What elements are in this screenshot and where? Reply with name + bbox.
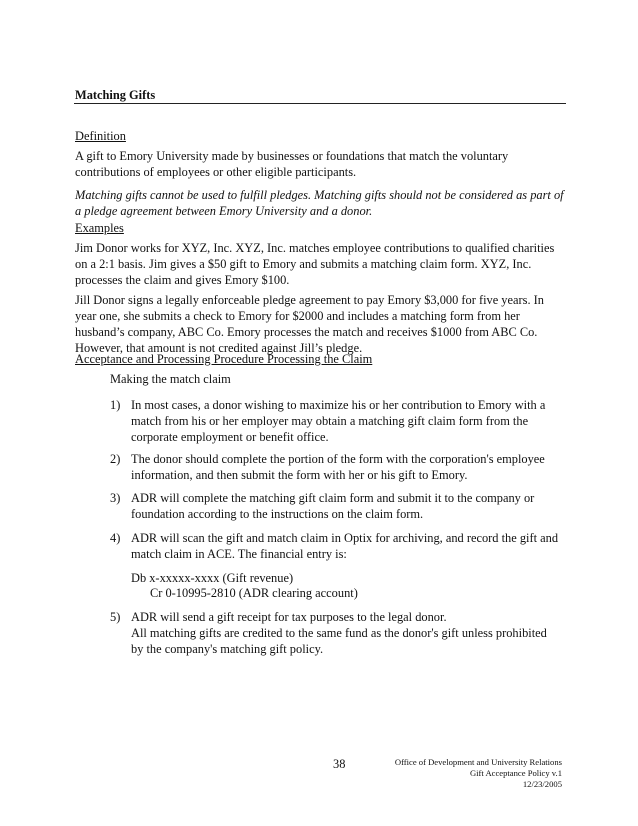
list-item-text: In most cases, a donor wishing to maximize his or her contribution to Emory with a match from his or her employer may obtain a matching gift claim form from the corporate employment or benefit office. xyxy=(131,398,546,444)
title-rule xyxy=(74,103,566,104)
list-item-text: The donor should complete the portion of the form with the corporation's employee information, and then submit the form with her or his gift to Emory. xyxy=(131,452,545,482)
example-jill: Jill Donor signs a legally enforceable pledge agreement to pay Emory $3,000 for five years. In year one, she submits a check to Emory for $2000 and includes a matching form from her husband’s company, ABC Co. Emory processes the match and receives $1000 from ABC Co. However, that amount is not credited against Jill’s pledge. xyxy=(75,293,544,355)
footer-office: Office of Development and University Relations xyxy=(394,757,562,767)
procedure-subheading: Making the match claim xyxy=(110,372,231,386)
list-item-number: 4) xyxy=(110,531,121,545)
example-jim: Jim Donor works for XYZ, Inc. XYZ, Inc. matches employee contributions to qualified charities on a 2:1 basis. Jim gives a $50 gift to Emory and submits a matching claim form. XYZ, Inc. processes the claim and gives Emory $100. xyxy=(75,241,555,287)
list-item-number: 3) xyxy=(110,491,121,505)
footer-policy: Gift Acceptance Policy v.1 xyxy=(469,768,562,778)
examples-heading: Examples xyxy=(75,221,124,235)
financial-entry-credit: Cr 0-10995-2810 (ADR clearing account) xyxy=(150,586,358,600)
list-item-number: 2) xyxy=(110,452,121,466)
definition-heading: Definition xyxy=(75,129,126,143)
list-item-text: ADR will send a gift receipt for tax purposes to the legal donor. xyxy=(131,610,447,624)
list-item-text: ADR will scan the gift and match claim in Optix for archiving, and record the gift and match claim in ACE. The financial entry is: xyxy=(131,531,559,561)
financial-entry-debit: Db x-xxxxx-xxxx (Gift revenue) xyxy=(131,571,294,585)
footer-date: 12/23/2005 xyxy=(522,779,562,789)
list-item-text-continued: All matching gifts are credited to the same fund as the donor's gift unless prohibited by the company's matching gift policy. xyxy=(131,626,547,656)
list-item-number: 5) xyxy=(110,610,121,624)
list-item-text: ADR will complete the matching gift claim form and submit it to the company or foundation according to the instructions on the claim form. xyxy=(131,491,535,521)
definition-note: Matching gifts cannot be used to fulfill pledges. Matching gifts should not be considered as part of a pledge agreement between Emory University and a donor. xyxy=(75,188,564,218)
list-item-number: 1) xyxy=(110,398,121,412)
footer-info xyxy=(395,757,562,790)
procedure-heading: Acceptance and Processing Procedure Processing the Claim xyxy=(75,352,373,366)
definition-text: A gift to Emory University made by businesses or foundations that match the voluntary contributions of employees or other eligible participants. xyxy=(75,149,509,179)
page-number: 38 xyxy=(333,757,346,771)
section-title: Matching Gifts xyxy=(75,88,156,102)
